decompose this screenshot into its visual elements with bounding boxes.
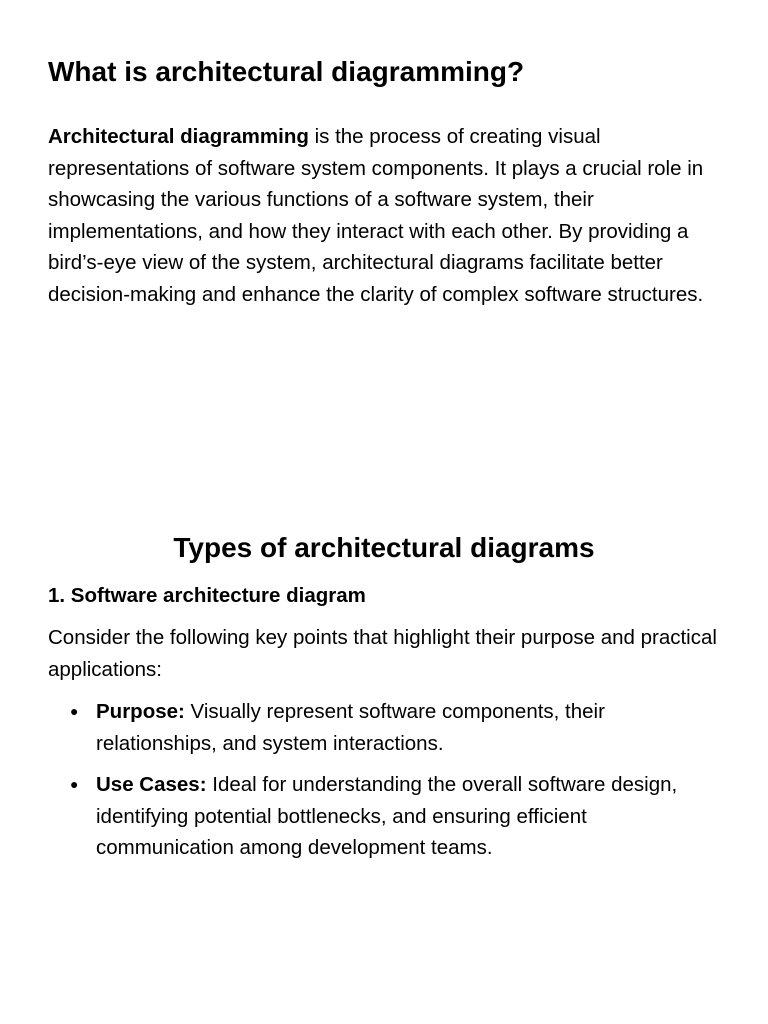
bullet-icon: ● <box>70 703 79 719</box>
key-points-list <box>48 696 720 874</box>
list-item-purpose <box>48 696 720 759</box>
subheading-software-architecture: 1. Software architecture diagram <box>48 584 366 607</box>
intro-text: is the process of creating visual representations of software system components. It plays a crucial role in showcasing the various functions of a software system, their implementations, and how they interact with each other. By providing a bird’s-eye view of the system, architectural diagrams facilitate better decision-making and enhance the clarity of complex software structures. <box>48 125 704 306</box>
list-item-label: Use Cases: <box>96 773 207 796</box>
list-item-label: Purpose: <box>96 700 185 723</box>
list-item-text: Ideal for understanding the overall software design, identifying potential bottlenecks, and ensuring efficient communication among development teams. <box>96 773 678 859</box>
intro-term: Architectural diagramming <box>48 125 309 148</box>
bullet-icon: ● <box>70 776 79 792</box>
list-item-text: Visually represent software components, their relationships, and system interactions. <box>96 700 605 755</box>
section-heading-what-is: What is architectural diagramming? <box>48 56 525 87</box>
lead-paragraph: Consider the following key points that highlight their purpose and practical applications: <box>48 626 717 681</box>
list-item-use-cases <box>48 769 720 864</box>
section-heading-types: Types of architectural diagrams <box>173 532 595 563</box>
intro-paragraph <box>48 121 720 310</box>
